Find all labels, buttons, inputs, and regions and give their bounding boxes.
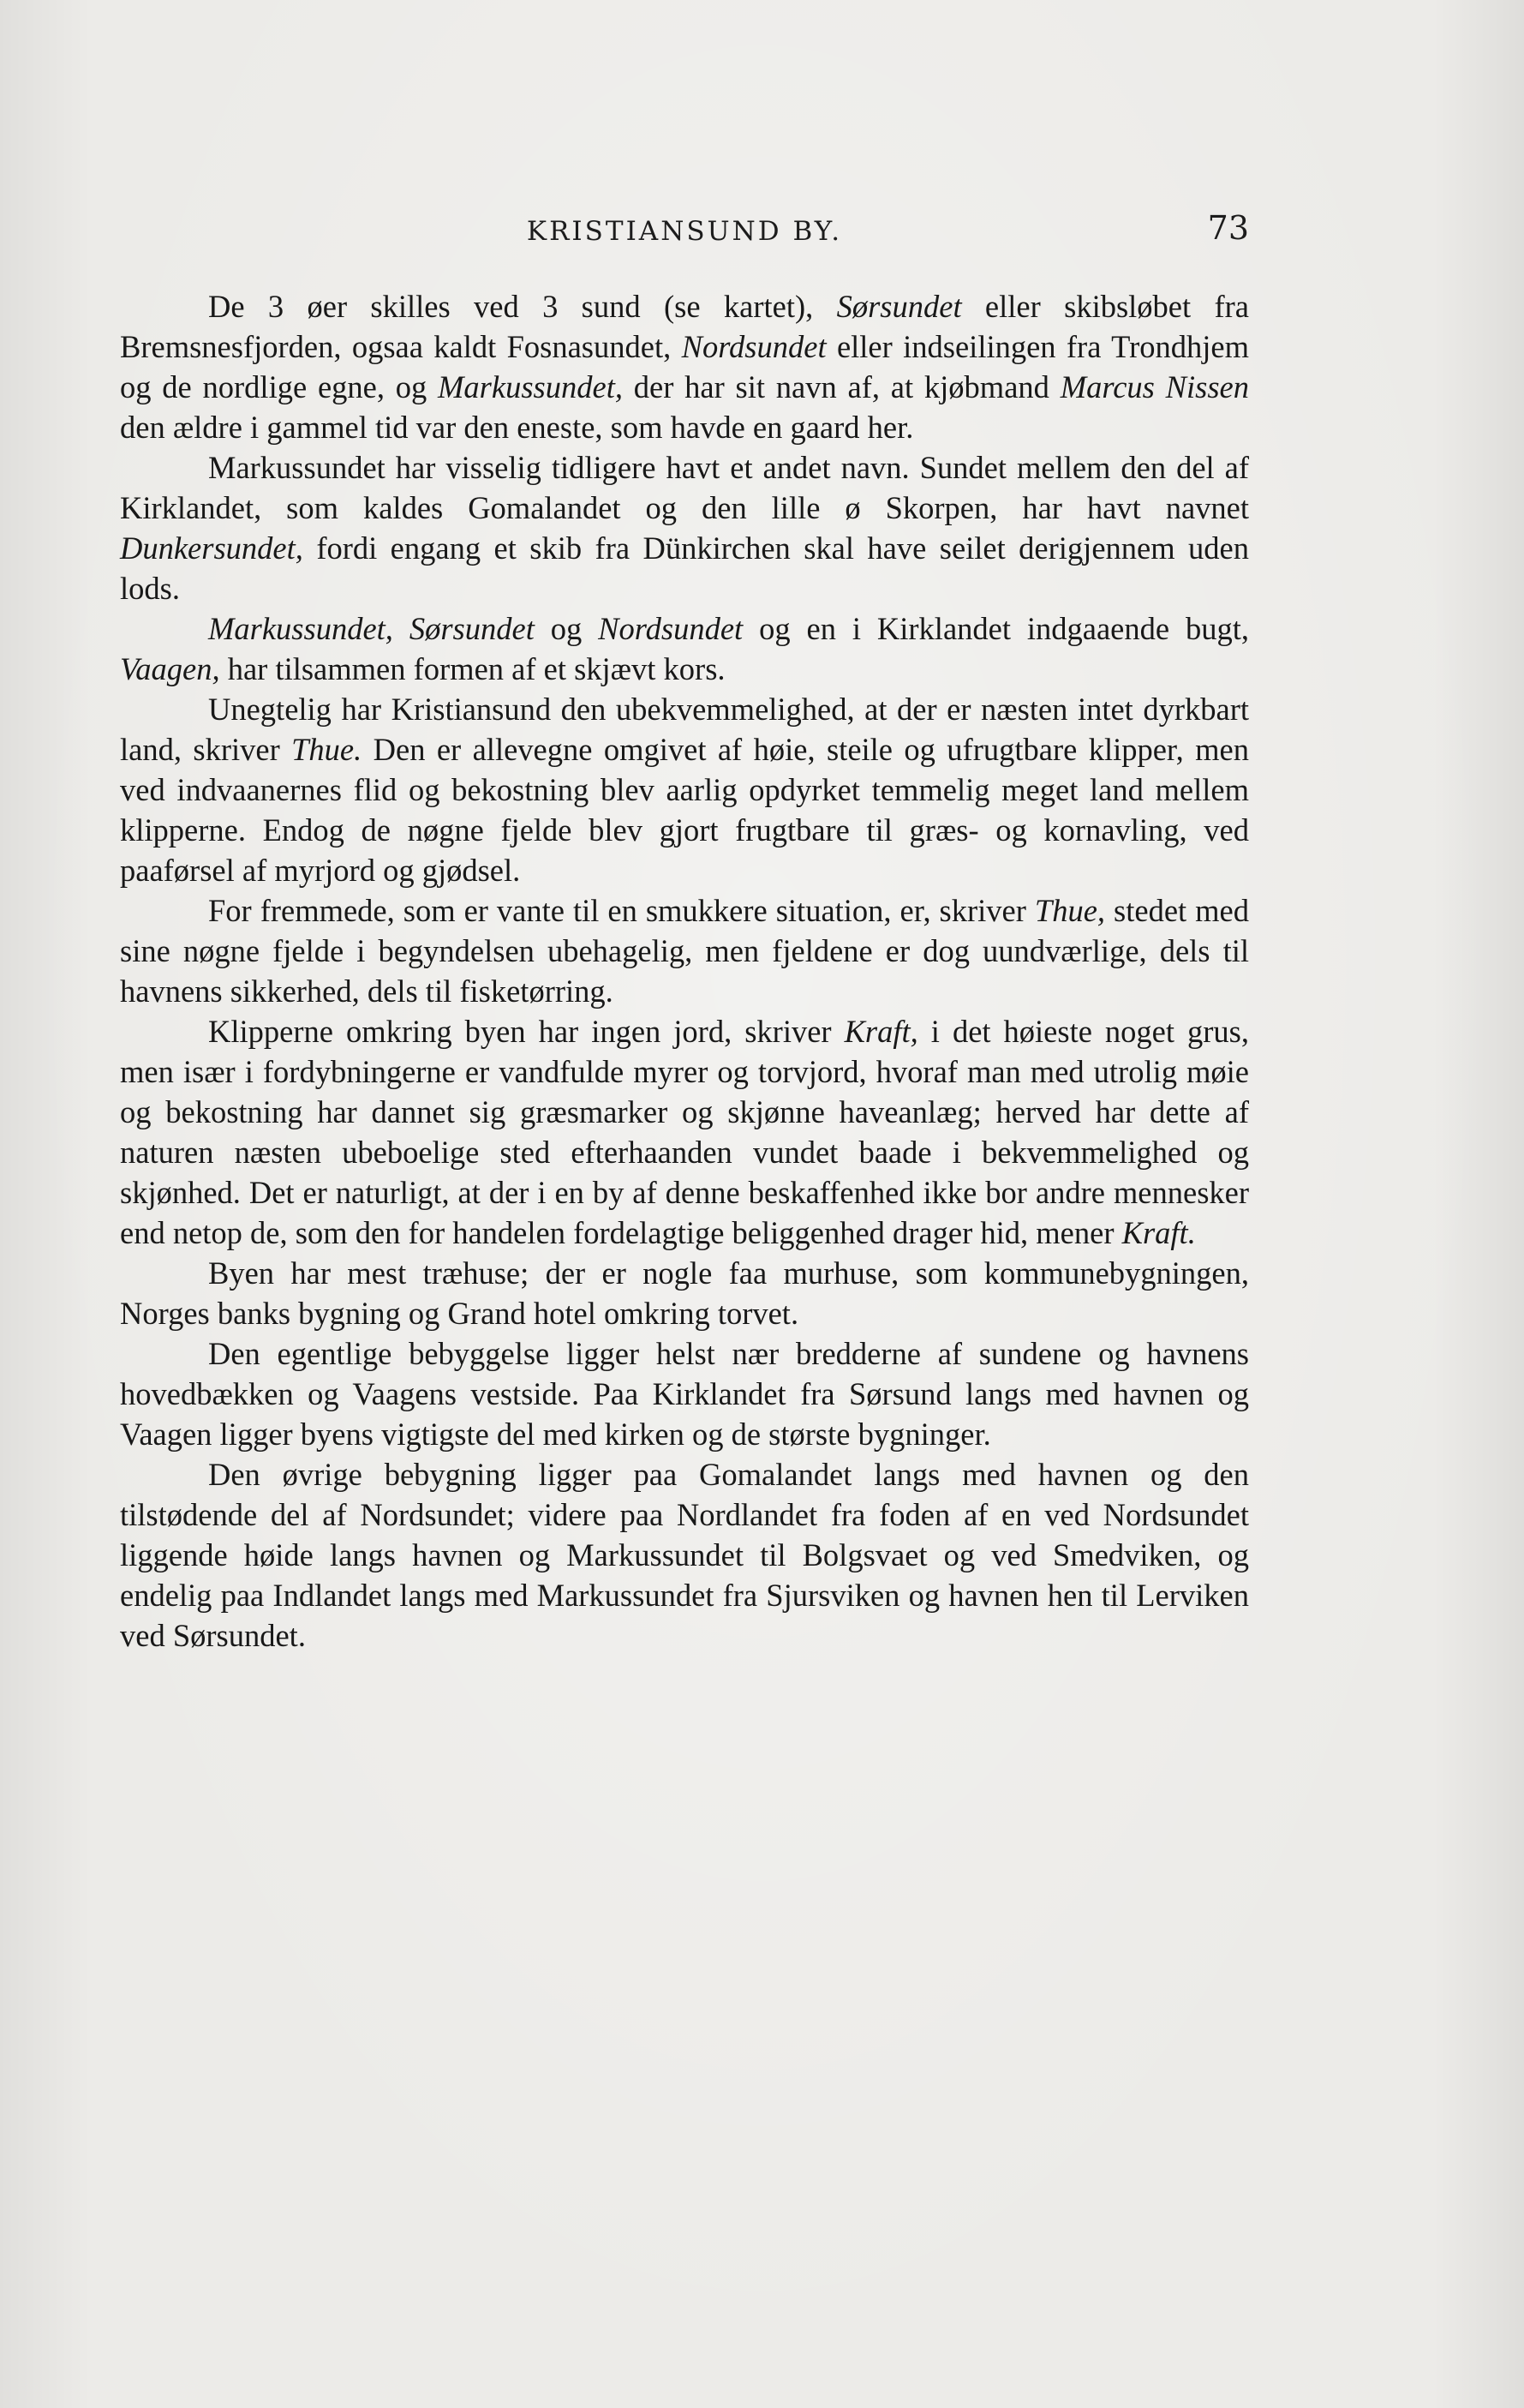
paragraph-9 xyxy=(120,1454,1249,1656)
text-run: eller skibsløbet fra Bremsnesfjorden, ogsaa kaldt Fosnasundet, xyxy=(120,289,1249,364)
italic-run: Kraft, xyxy=(844,1014,918,1049)
text-run: For fremmede, som er vante til en smukkere situation, er, skriver xyxy=(208,893,1035,928)
paragraph-3 xyxy=(120,608,1249,689)
text-run: og en i Kirklandet indgaaende bugt, xyxy=(743,611,1250,646)
text-run: Byen har mest træhuse; der er nogle faa murhuse, som kommunebygningen, Norges banks bygning og Grand hotel omkring torvet. xyxy=(120,1255,1249,1331)
paragraph-7 xyxy=(120,1253,1249,1333)
italic-run: Vaagen, xyxy=(120,651,220,686)
italic-run: Dunkersundet, xyxy=(120,530,303,566)
running-title: KRISTIANSUND BY. xyxy=(526,216,843,247)
italic-run: Thue. xyxy=(291,732,362,767)
text-run: Den egentlige bebyggelse ligger helst nær bredderne af sundene og havnens hovedbækken og Vaagens vestside. Paa Kirklandet fra Sørsund langs med havnen og Vaagen ligger byens vigtigste del med kirken og de største bygninger. xyxy=(120,1336,1249,1452)
italic-run: Markussundet, Sørsundet xyxy=(208,611,535,646)
italic-run: Kraft. xyxy=(1121,1215,1196,1250)
text-run: eller indseilingen fra Trondhjem og de nordlige egne, og xyxy=(120,329,1249,404)
text-run: og xyxy=(534,611,599,646)
text-run: i det høieste noget grus, men især i fordybningerne er vandfulde myrer og torvjord, hvoraf man med utrolig møie og bekostning har dannet sig græsmarker og skjønne haveanlæg; herved har dette af naturen næsten ubeboelige sted efterhaanden vundet baade i bekvemmelighed og skjønhed. Det er naturligt, at der i en by af denne beskaffenhed ikke bor andre mennesker end netop de, som den for handelen fordelagtige beliggenhed drager hid, mener xyxy=(120,1014,1249,1250)
text-run: stedet med sine nøgne fjelde i begyndelsen ubehagelig, men fjeldene er dog uundværlige, dels til havnens sikkerhed, dels til fisketørring. xyxy=(120,893,1249,1009)
paragraph-6 xyxy=(120,1011,1249,1253)
italic-run: Markussundet, xyxy=(438,369,623,404)
italic-run: Marcus Nissen xyxy=(1060,369,1249,404)
text-run: De 3 øer skilles ved 3 sund (se kartet), xyxy=(208,289,837,324)
text-run: Markussundet har visselig tidligere havt et andet navn. Sundet mellem den del af Kirklandet, som kaldes Gomalandet og den lille ø Skorpen, har havt navnet xyxy=(120,450,1249,525)
paragraph-1 xyxy=(120,286,1249,447)
italic-run: Nordsundet xyxy=(598,611,744,646)
page-header xyxy=(120,209,1249,252)
body-text xyxy=(120,286,1249,1656)
text-run: Den er allevegne omgivet af høie, steile og ufrugtbare klipper, men ved indvaanernes flid og bekostning blev aarlig opdyrket temmelig meget land mellem klipperne. Endog de nøgne fjelde blev gjort frugtbare til græs- og kornavling, ved paaførsel af myrjord og gjødsel. xyxy=(120,732,1249,888)
text-run: Klipperne omkring byen har ingen jord, skriver xyxy=(208,1014,845,1049)
italic-run: Nordsundet xyxy=(681,329,827,364)
page-number: 73 xyxy=(1207,209,1249,247)
text-run: Den øvrige bebygning ligger paa Gomalandet langs med havnen og den tilstødende del af Nordsundet; videre paa Nordlandet fra foden af en ved Nordsundet liggende høide langs havnen og Markussundet til Bolgsvaet og ved Smedviken, og endelig paa Indlandet langs med Markussundet fra Sjursviken og havnen hen til Lerviken ved Sørsundet. xyxy=(120,1457,1249,1653)
italic-run: Sørsundet xyxy=(836,289,962,324)
paragraph-8 xyxy=(120,1333,1249,1454)
paragraph-2 xyxy=(120,447,1249,608)
text-run: der har sit navn af, at kjøbmand xyxy=(622,369,1061,404)
text-run: Unegtelig har Kristiansund den ubekvemmelighed, at der er næsten intet dyrkbart land, skriver xyxy=(120,692,1249,767)
text-run: har tilsammen formen af et skjævt kors. xyxy=(219,651,726,686)
italic-run: Thue, xyxy=(1034,893,1106,928)
text-run: den ældre i gammel tid var den eneste, som havde en gaard her. xyxy=(120,410,914,445)
paragraph-5 xyxy=(120,890,1249,1011)
text-run: fordi engang et skib fra Dünkirchen skal have seilet derigjennem uden lods. xyxy=(120,530,1249,606)
paragraph-4 xyxy=(120,689,1249,890)
